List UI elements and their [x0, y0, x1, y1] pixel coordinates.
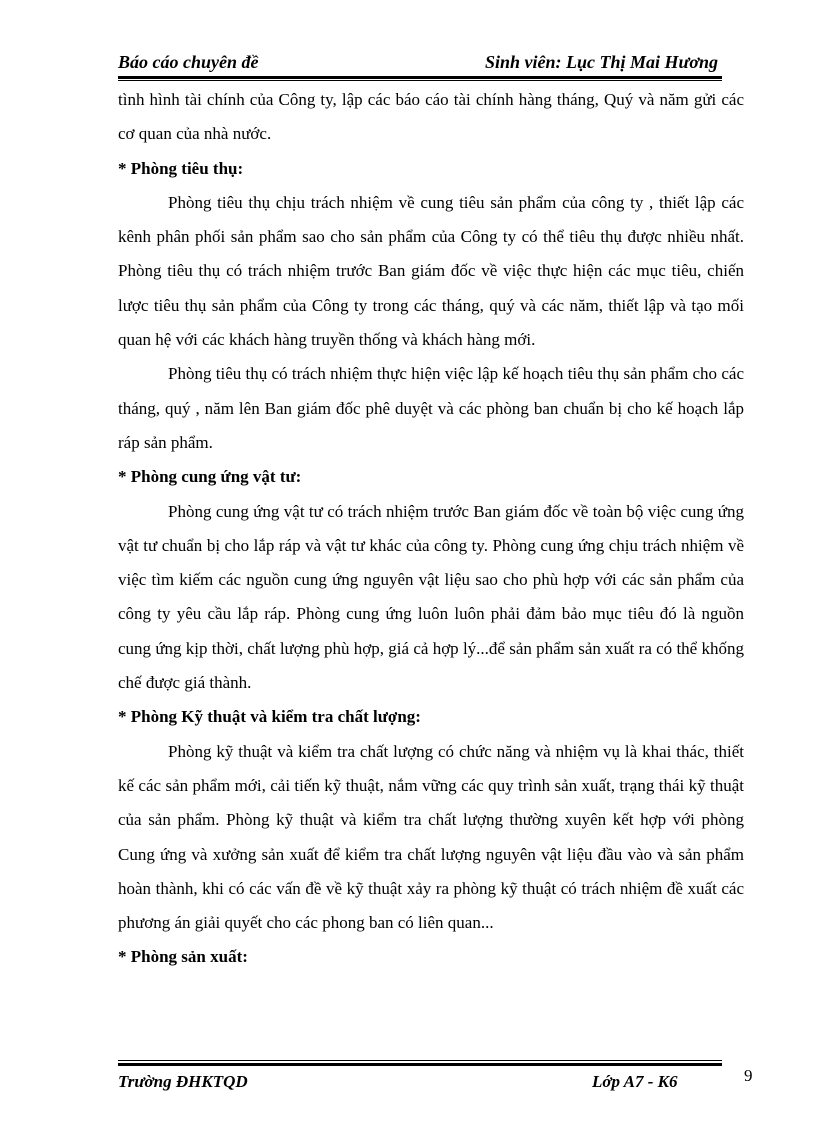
- school-name: Trường ĐHKTQD: [118, 1072, 248, 1091]
- class-name: Lớp A7 - K6: [592, 1072, 678, 1091]
- technical-paragraph-1: Phòng kỹ thuật và kiểm tra chất lượng có chức năng và nhiệm vụ là khai thác, thiết kế các sản phẩm mới, cải tiến kỹ thuật, nắm vững các quy trình sản xuất, trạng thái kỹ thuật của sản phẩm. Phòng kỹ thuật và kiểm tra chất lượng thường xuyên kết hợp với phòng Cung ứng và xưởng sản xuất để kiểm tra chất lượng nguyên vật liệu đầu vào và sản phẩm hoàn thành, khi có các vấn đề về kỹ thuật xảy ra phòng kỹ thuật có trách nhiệm đề xuất các phương án giải quyết cho các phong ban có liên quan...: [118, 741, 744, 933]
- page-body: [118, 83, 744, 975]
- section-title-technical: * Phòng Kỹ thuật và kiểm tra chất lượng:: [118, 707, 421, 727]
- header-divider-thin: [118, 80, 722, 81]
- section-title-supply: * Phòng cung ứng vật tư:: [118, 467, 302, 487]
- sales-paragraph-2: Phòng tiêu thụ có trách nhiệm thực hiện việc lập kế hoạch tiêu thụ sản phẩm cho các tháng, quý , năm lên Ban giám đốc phê duyệt và các phòng ban chuẩn bị cho kế hoạch lắp ráp sản phẩm.: [118, 364, 744, 452]
- header-divider: [118, 76, 722, 79]
- section-title-production: * Phòng sản xuất:: [118, 947, 248, 967]
- intro-paragraph: tình hình tài chính của Công ty, lập các báo cáo tài chính hàng tháng, Quý và năm gửi các cơ quan của nhà nước.: [118, 90, 744, 144]
- report-title: Báo cáo chuyên đề: [118, 52, 259, 72]
- section-title-sales: * Phòng tiêu thụ:: [118, 158, 244, 178]
- page-number: 9: [744, 1066, 753, 1085]
- student-name: Sinh viên: Lục Thị Mai Hương: [485, 52, 718, 72]
- footer-divider: [118, 1063, 722, 1066]
- page-header: [118, 52, 718, 76]
- sales-paragraph-1: Phòng tiêu thụ chịu trách nhiệm về cung tiêu sản phẩm của công ty , thiết lập các kênh phân phối sản phẩm sao cho sản phẩm của Công ty có thể tiêu thụ được nhiều nhất. Phòng tiêu thụ có trách nhiệm trước Ban giám đốc về việc thực hiện các mục tiêu, chiến lược tiêu thụ sản phẩm của Công ty trong các tháng, quý và các năm, thiết lập và tạo mối quan hệ với các khách hàng truyền thống và khách hàng mới.: [118, 192, 744, 350]
- page-footer: [118, 1072, 722, 1096]
- supply-paragraph-1: Phòng cung ứng vật tư có trách nhiệm trước Ban giám đốc về toàn bộ việc cung ứng vật tư chuẩn bị cho lắp ráp và vật tư khác của công ty. Phòng cung ứng chịu trách nhiệm về việc tìm kiếm các nguồn cung ứng nguyên vật liệu sao cho phù hợp với các sản phẩm của công ty yêu cầu lắp ráp. Phòng cung ứng luôn luôn phải đảm bảo mục tiêu đó là nguồn cung ứng kịp thời, chất lượng phù hợp, giá cả hợp lý...để sản phẩm sản xuất ra có thể khống chế được giá thành.: [118, 501, 744, 693]
- footer-divider-thin: [118, 1060, 722, 1061]
